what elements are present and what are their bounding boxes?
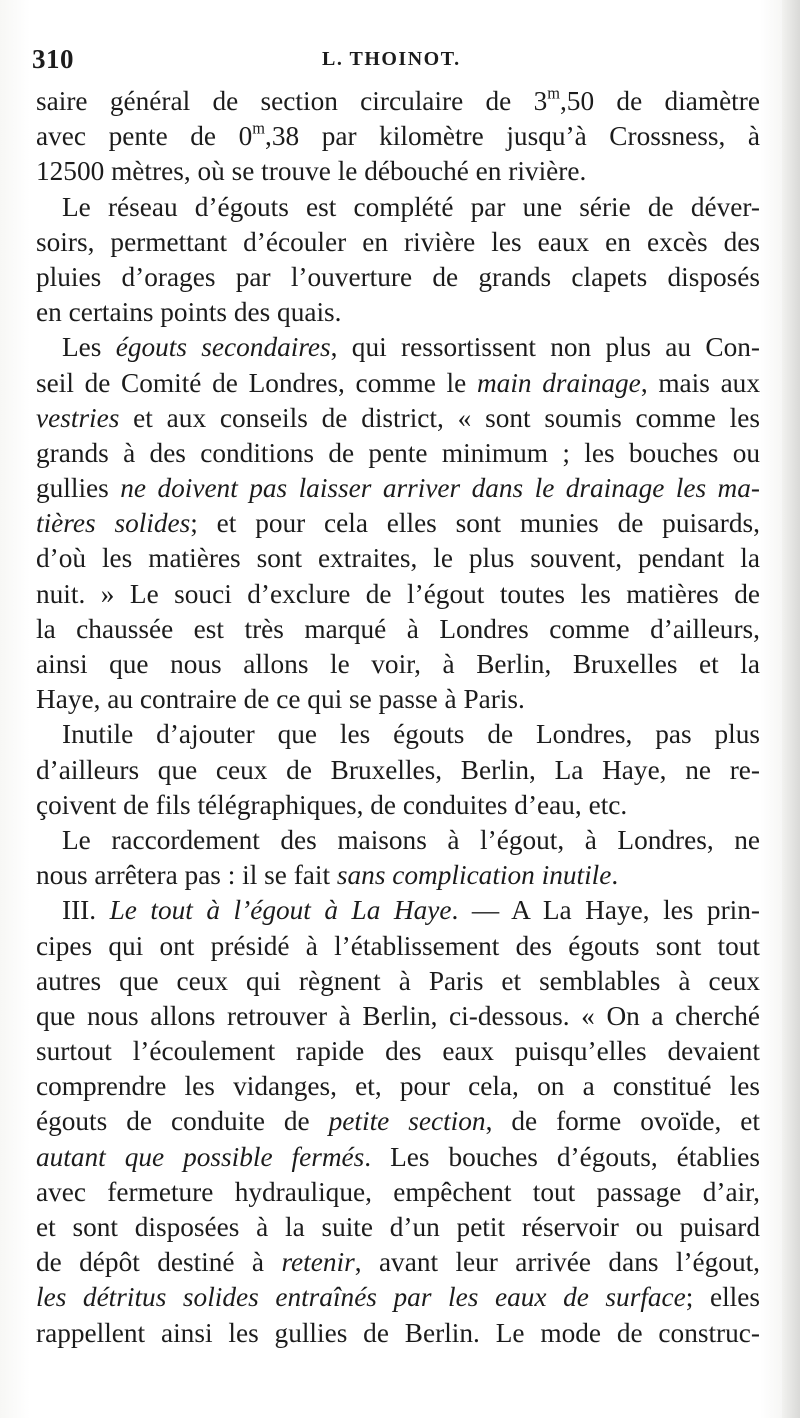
text-segment: en certains points des quais. xyxy=(36,297,342,328)
text-line xyxy=(36,471,760,506)
italic-text: autant que possible fermés xyxy=(36,1141,365,1172)
text-segment: avec fermeture hydraulique, empêchent tout passage d’air, xyxy=(36,1176,760,1207)
page-edge-shadow xyxy=(782,0,800,1418)
text-line xyxy=(36,1069,760,1104)
text-segment: ainsi que nous allons le voir, à Berlin, Bruxelles et la xyxy=(36,649,760,679)
text-segment: Le réseau d’égouts est complété par une série de déver- xyxy=(62,191,760,222)
text-segment: , qui ressortissent non plus au Con- xyxy=(330,332,760,363)
text-line xyxy=(36,1316,760,1351)
body-text xyxy=(36,84,760,1351)
text-segment: de dépôt destiné à xyxy=(36,1247,282,1278)
text-line xyxy=(36,330,760,365)
text-segment: seil de Comité de Londres, comme le xyxy=(36,367,477,398)
text-line xyxy=(36,506,760,541)
text-line xyxy=(36,929,760,964)
text-segment: ,38 par kilomètre jusqu’à Crossness, à xyxy=(265,121,761,152)
text-segment: grands à des conditions de pente minimum ; les bouches ou xyxy=(36,437,760,468)
text-line xyxy=(36,1210,760,1245)
text-line xyxy=(36,1280,760,1315)
text-segment: cipes qui ont présidé à l’établissement des égouts sont tout xyxy=(36,930,760,961)
text-segment: d’ailleurs que ceux de Bruxelles, Berlin, La Haye, ne re- xyxy=(36,754,760,785)
text-line xyxy=(36,647,760,682)
text-line xyxy=(36,999,760,1034)
text-segment: rappellent ainsi les gullies de Berlin. Le mode de construc- xyxy=(36,1317,760,1348)
text-segment: saire général de section circulaire de 3 xyxy=(36,86,548,116)
italic-text: égouts secondaires xyxy=(115,332,331,363)
text-segment: que nous allons retrouver à Berlin, ci-dessous. « On a cherché xyxy=(36,1000,760,1031)
text-line xyxy=(36,84,760,119)
text-line xyxy=(36,1104,760,1139)
text-line xyxy=(36,1140,760,1175)
text-segment: , avant leur arrivée dans l’égout, xyxy=(354,1247,761,1278)
text-line xyxy=(36,366,760,401)
text-segment: çoivent de fils télégraphiques, de conduites d’eau, etc. xyxy=(36,789,628,820)
italic-text: retenir xyxy=(281,1247,355,1278)
text-line xyxy=(36,612,760,647)
superscript: m xyxy=(547,83,560,103)
text-segment: III. xyxy=(62,895,110,926)
page-number: 310 xyxy=(32,44,74,74)
italic-text: tières solides xyxy=(36,508,191,539)
text-line xyxy=(36,190,760,225)
text-segment: , de forme ovoïde, et xyxy=(485,1106,760,1137)
text-segment: comprendre les vidanges, et, pour cela, on a constitué les xyxy=(36,1071,760,1102)
text-segment: autres que ceux qui règnent à Paris et semblables à ceux xyxy=(36,965,760,996)
text-line xyxy=(36,401,760,436)
text-line xyxy=(36,225,760,260)
text-segment: . xyxy=(611,860,619,891)
italic-text: Le tout à l’égout à La Haye xyxy=(109,895,452,926)
text-segment: pluies d’orages par l’ouverture de grands clapets disposés xyxy=(36,261,760,292)
superscript: m xyxy=(252,118,266,138)
text-segment: la chaussée est très marqué à Londres comme d’ailleurs, xyxy=(36,613,760,644)
text-line xyxy=(36,1034,760,1069)
text-line xyxy=(36,295,760,330)
text-segment: nous arrêtera pas : il se fait xyxy=(36,860,337,891)
text-line xyxy=(36,788,760,823)
text-line xyxy=(36,717,760,752)
text-line xyxy=(36,541,760,576)
text-segment: égouts de conduite de xyxy=(36,1106,329,1137)
page-header xyxy=(32,38,762,78)
text-line xyxy=(36,1245,760,1280)
italic-text: les détritus solides entraînés par les eaux de surface xyxy=(36,1282,686,1313)
text-segment: . — A La Haye, les prin- xyxy=(451,895,760,926)
italic-text: vestries xyxy=(36,402,120,433)
text-segment: , mais aux xyxy=(640,367,760,398)
text-line xyxy=(36,1175,760,1210)
text-segment: ; et pour cela elles sont munies de puisards, xyxy=(190,508,760,539)
italic-text: petite section xyxy=(328,1106,486,1137)
text-line xyxy=(36,436,760,471)
text-segment: et sont disposées à la suite d’un petit réservoir ou puisard xyxy=(36,1212,760,1242)
text-segment: ; elles xyxy=(685,1282,760,1313)
text-segment: Le raccordement des maisons à l’égout, à Londres, ne xyxy=(62,824,760,855)
text-segment: soirs, permettant d’écouler en rivière les eaux en excès des xyxy=(36,226,760,257)
text-segment: nuit. » Le souci d’exclure de l’égout toutes les matières de xyxy=(36,578,760,609)
running-head: L. THOINOT. xyxy=(322,48,461,70)
italic-text: main drainage xyxy=(476,367,641,398)
text-segment: Haye, au contraire de ce qui se passe à Paris. xyxy=(36,684,525,715)
text-line xyxy=(36,858,760,893)
text-segment: et aux conseils de district, « sont soumis comme les xyxy=(119,402,760,433)
text-line xyxy=(36,154,760,189)
text-segment: . Les bouches d’égouts, établies xyxy=(364,1141,760,1172)
text-line xyxy=(36,753,760,788)
text-segment: d’où les matières sont extraites, le plus souvent, pendant la xyxy=(36,543,760,574)
text-segment: Inutile d’ajouter que les égouts de Londres, pas plus xyxy=(62,719,760,750)
text-line xyxy=(36,682,760,717)
text-line xyxy=(36,260,760,295)
text-line xyxy=(36,119,760,154)
text-line xyxy=(36,823,760,858)
text-line xyxy=(36,964,760,999)
text-segment: 12500 mètres, où se trouve le débouché en rivière. xyxy=(36,156,587,187)
text-segment: avec pente de 0 xyxy=(36,121,253,152)
text-segment: Les xyxy=(62,332,116,363)
italic-text: sans complication inutile xyxy=(336,860,612,891)
text-segment: ,50 de diamètre xyxy=(559,86,760,116)
text-segment: gullies xyxy=(36,473,121,504)
text-segment: surtout l’écoulement rapide des eaux puisqu’elles devaient xyxy=(36,1036,760,1067)
text-line xyxy=(36,893,760,928)
text-line xyxy=(36,577,760,612)
italic-text: ne doivent pas laisser arriver dans le drainage les ma- xyxy=(120,473,760,504)
